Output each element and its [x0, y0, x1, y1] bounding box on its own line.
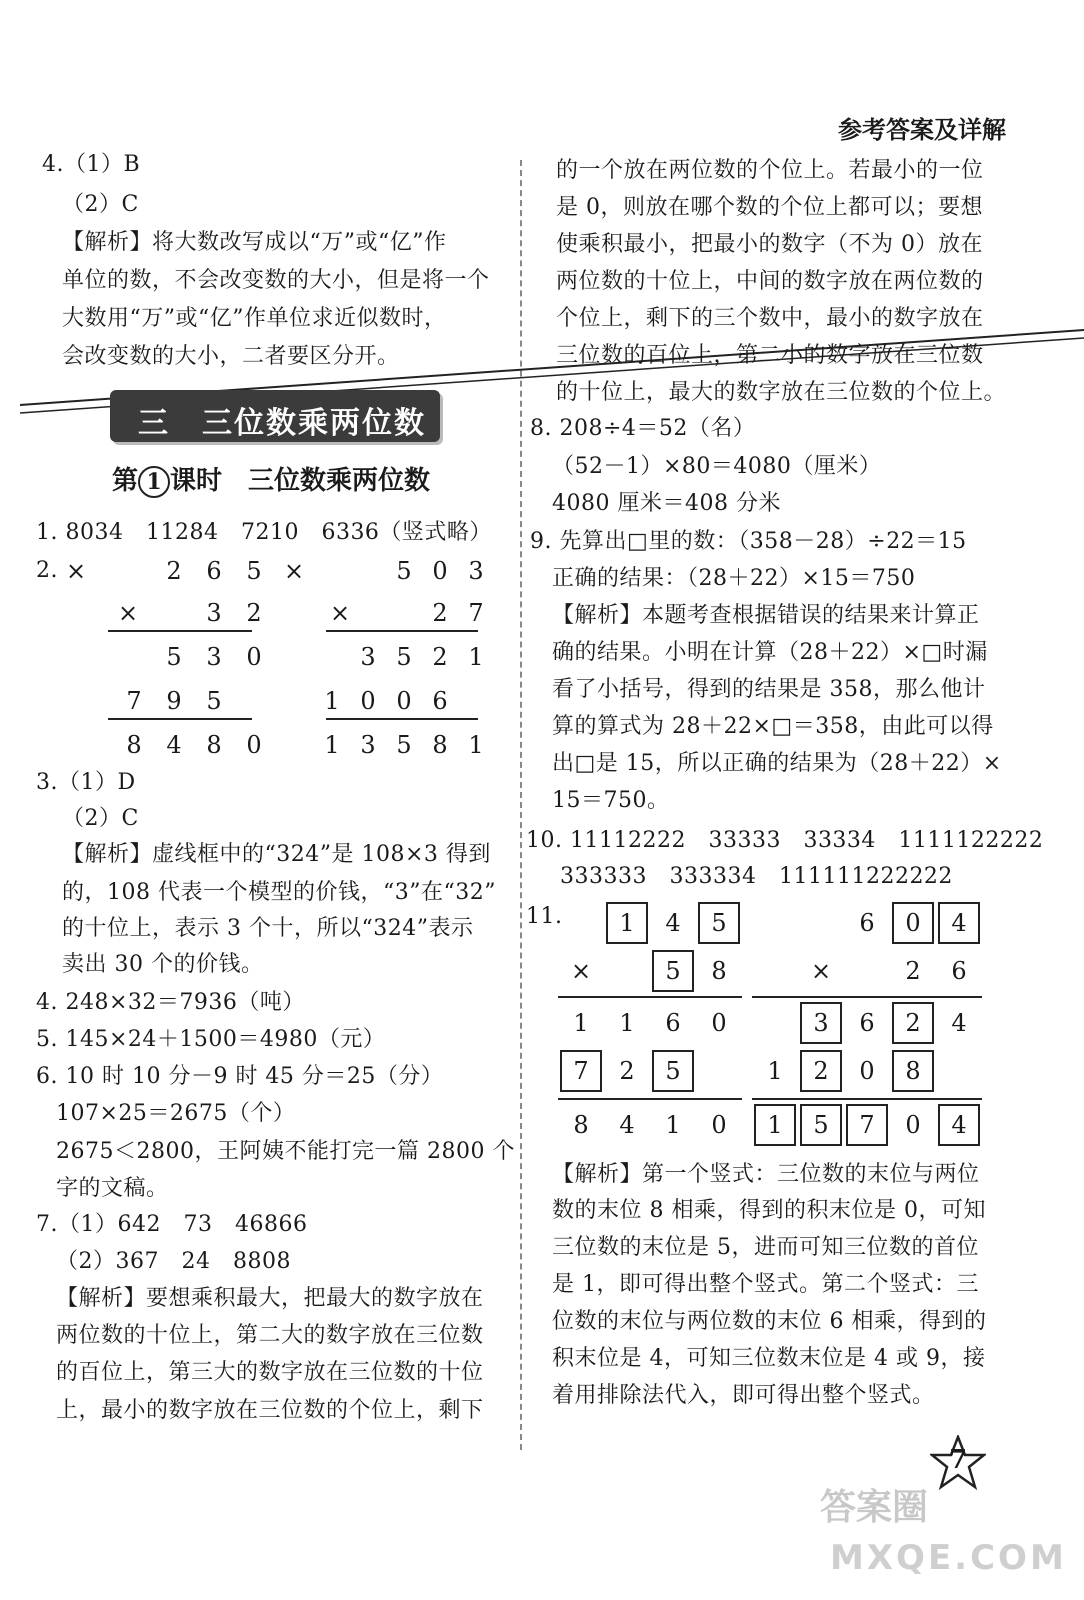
q2-wrong-mark-1: ×	[66, 557, 87, 585]
calc-digit: 6	[859, 909, 875, 937]
q7-cont-line: 的十位上，最大的数字放在三位数的个位上。	[556, 380, 1007, 405]
calc-rule	[752, 1098, 982, 1100]
q8-line: （52－1）×80＝4080（厘米）	[552, 454, 882, 479]
calc-digit: 1	[468, 731, 484, 759]
answer-box: 2	[800, 1050, 842, 1092]
calc-digit: 1	[573, 1009, 589, 1037]
calc-digit: 5	[396, 557, 412, 585]
calc-digit: 8	[711, 957, 727, 985]
answer-box: 5	[652, 1050, 694, 1092]
calc-digit: 8	[432, 731, 448, 759]
calc-digit: 8	[573, 1111, 589, 1139]
calc-digit: 6	[859, 1009, 875, 1037]
q9-line: 9. 先算出□里的数：（358－28）÷22＝15	[530, 529, 967, 554]
q7-cont-line: 是 0，则放在哪个数的个位上都可以；要想	[556, 195, 983, 220]
calc-digit: 6	[665, 1009, 681, 1037]
q8-line: 4080 厘米＝408 分米	[552, 491, 781, 516]
calc-digit: 3	[206, 643, 222, 671]
q3-analysis-line: 【解析】虚线框中的“324”是 108×3 得到	[62, 842, 491, 867]
calc-rule	[558, 996, 742, 998]
q7-analysis-line: 两位数的十位上，第二大的数字放在三位数	[56, 1323, 484, 1348]
calc-digit: 3	[360, 643, 376, 671]
calc-rule	[326, 718, 478, 720]
calc-digit: 0	[246, 643, 262, 671]
calc-digit: 5	[206, 687, 222, 715]
q3-analysis-line: 的，108 代表一个模型的价钱，“3”在“32”	[62, 880, 496, 905]
answer-box: 1	[606, 902, 648, 944]
calc-digit: 0	[711, 1009, 727, 1037]
calc-times-sign: ×	[329, 599, 351, 627]
calc-times-sign: ×	[117, 599, 139, 627]
q11-analysis-line: 三位数的末位是 5，进而可知三位数的首位	[552, 1235, 979, 1260]
calc-digit: 5	[396, 731, 412, 759]
q11-analysis-line: 着用排除法代入，即可得出整个竖式。	[552, 1383, 935, 1408]
q7-analysis-line: 【解析】要想乘积最大，把最大的数字放在	[56, 1286, 484, 1311]
calc-digit: 5	[166, 643, 182, 671]
q6-line: 2675＜2800，王阿姨不能打完一篇 2800 个	[56, 1139, 515, 1164]
calc-digit: 0	[905, 1111, 921, 1139]
q7-analysis-line: 的百位上，第三大的数字放在三位数的十位	[56, 1360, 484, 1385]
calc-digit: 0	[396, 687, 412, 715]
page-number: 7	[948, 1445, 968, 1475]
calc-digit: 5	[246, 557, 262, 585]
calc-digit: 8	[126, 731, 142, 759]
q7-cont-line: 个位上，剩下的三个数中，最小的数字放在	[556, 306, 984, 331]
q6-line: 字的文稿。	[56, 1176, 169, 1201]
calc-digit: 2	[246, 599, 262, 627]
calc-digit: 0	[859, 1057, 875, 1085]
q4-analysis-line: 大数用“万”或“亿”作单位求近似数时，	[62, 306, 447, 331]
q6-line: 107×25＝2675（个）	[56, 1101, 296, 1126]
q6-line: 6. 10 时 10 分－9 时 45 分＝25（分）	[36, 1064, 444, 1089]
q3-analysis-line: 卖出 30 个的价钱。	[62, 952, 264, 977]
q9-analysis-line: 出□是 15，所以正确的结果为（28＋22）×	[552, 751, 1002, 776]
calc-digit: 1	[324, 731, 340, 759]
lesson-title	[112, 460, 430, 498]
calc-digit: 4	[951, 1009, 967, 1037]
calc-digit: 3	[468, 557, 484, 585]
calc-digit: 8	[206, 731, 222, 759]
q4-part1: 4.（1）B	[42, 152, 141, 177]
calc-digit: 6	[432, 687, 448, 715]
q4-analysis-line: 【解析】将大数改写成以“万”或“亿”作	[62, 230, 447, 255]
q2-wrong-mark-2: ×	[284, 557, 305, 585]
q11-analysis-line: 积末位是 4，可知三位数末位是 4 或 9，接	[552, 1346, 986, 1371]
q9-analysis-line: 【解析】本题考查根据错误的结果来计算正	[552, 603, 980, 628]
calc-digit: 7	[126, 687, 142, 715]
calc-times-sign: ×	[570, 957, 592, 985]
calc-digit: 0	[711, 1111, 727, 1139]
answer-box: 0	[892, 902, 934, 944]
section-banner-title: 三 三位数乘两位数	[138, 406, 426, 441]
q1-answer: 1. 8034 11284 7210 6336（竖式略）	[36, 520, 492, 545]
calc-digit: 1	[619, 1009, 635, 1037]
q7-cont-line: 使乘积最小，把最小的数字（不为 0）放在	[556, 232, 983, 257]
q4-analysis-line: 会改变数的大小，二者要区分开。	[62, 344, 400, 369]
calc-rule	[108, 630, 252, 632]
calc-digit: 7	[468, 599, 484, 627]
calc-rule	[752, 996, 982, 998]
q3-part2: （2）C	[62, 806, 139, 831]
calc-digit: 9	[166, 687, 182, 715]
answer-box: 5	[800, 1104, 842, 1146]
q4-analysis-line: 单位的数，不会改变数的大小，但是将一个	[62, 268, 490, 293]
watermark-logo-text: 答案圈	[820, 1487, 929, 1528]
calc-digit: 3	[360, 731, 376, 759]
q9-analysis-line: 算的算式为 28＋22×□＝358，由此可以得	[552, 714, 994, 739]
calc-rule	[558, 1098, 742, 1100]
answer-box: 4	[938, 1104, 980, 1146]
calc-digit: 5	[396, 643, 412, 671]
calc-times-sign: ×	[810, 957, 832, 985]
lesson-title-prefix: 第	[112, 466, 139, 496]
calc-digit: 4	[166, 731, 182, 759]
q10-line: 333333 333334 111111222222	[560, 864, 953, 889]
calc-digit: 2	[432, 643, 448, 671]
calc-digit: 6	[206, 557, 222, 585]
q11-label: 11.	[526, 904, 563, 929]
q11-analysis-line: 【解析】第一个竖式：三位数的末位与两位	[552, 1162, 980, 1187]
calc-digit: 4	[619, 1111, 635, 1139]
calc-rule	[108, 718, 252, 720]
calc-digit: 2	[432, 599, 448, 627]
q3-analysis-line: 的十位上，表示 3 个十，所以“324”表示	[62, 916, 474, 941]
calc-digit: 3	[206, 599, 222, 627]
page-number-badge	[930, 1435, 986, 1491]
calc-digit: 2	[619, 1057, 635, 1085]
q7-cont-line: 两位数的十位上，中间的数字放在两位数的	[556, 269, 984, 294]
q4-part2: （2）C	[62, 192, 139, 217]
answer-box: 7	[560, 1050, 602, 1092]
answer-box: 5	[698, 902, 740, 944]
answer-box: 7	[846, 1104, 888, 1146]
q4b-answer: 4. 248×32＝7936（吨）	[36, 990, 305, 1015]
watermark-url: MXQE.COM	[830, 1538, 1067, 1578]
q7-analysis-line: 上，最小的数字放在三位数的个位上，剩下	[56, 1398, 484, 1423]
calc-digit: 1	[767, 1057, 783, 1085]
q7-part1: 7.（1）642 73 46866	[36, 1212, 308, 1237]
q9-analysis-line: 15＝750。	[552, 788, 670, 813]
answer-box: 4	[938, 902, 980, 944]
q7-part2: （2）367 24 8808	[56, 1249, 291, 1274]
q9-analysis-line: 确的结果。小明在计算（28＋22）×□时漏	[552, 640, 988, 665]
calc-digit: 1	[324, 687, 340, 715]
answer-box: 1	[754, 1104, 796, 1146]
q11-analysis-line: 位数的末位与两位数的末位 6 相乘，得到的	[552, 1309, 987, 1334]
calc-digit: 1	[665, 1111, 681, 1139]
calc-digit: 2	[166, 557, 182, 585]
calc-digit: 1	[468, 643, 484, 671]
q5-answer: 5. 145×24＋1500＝4980（元）	[36, 1027, 386, 1052]
calc-digit: 4	[665, 909, 681, 937]
answer-box: 5	[652, 950, 694, 992]
q3-part1: 3.（1）D	[36, 770, 136, 795]
calc-digit: 2	[905, 957, 921, 985]
q9-analysis-line: 看了小括号，得到的结果是 358，那么他计	[552, 677, 986, 702]
calc-digit: 0	[246, 731, 262, 759]
q10-line: 10. 11112222 33333 33334 1111122222	[526, 828, 1044, 853]
q9-line: 正确的结果：（28＋22）×15＝750	[552, 566, 916, 591]
q8-line: 8. 208÷4＝52（名）	[530, 416, 756, 441]
q2-label: 2.	[36, 558, 58, 583]
lesson-number-circle: 1	[138, 466, 170, 498]
q7-cont-line: 的一个放在两位数的个位上。若最小的一位	[556, 158, 984, 183]
answer-box: 3	[800, 1002, 842, 1044]
calc-digit: 0	[360, 687, 376, 715]
calc-digit: 0	[432, 557, 448, 585]
page-header-title: 参考答案及详解	[838, 116, 1006, 144]
calc-digit: 6	[951, 957, 967, 985]
q11-analysis-line: 数的末位 8 相乘，得到的积末位是 0，可知	[552, 1198, 986, 1223]
lesson-title-suffix: 课时 三位数乘两位数	[170, 466, 431, 496]
calc-rule	[326, 630, 478, 632]
q11-analysis-line: 是 1，即可得出整个竖式。第二个竖式：三	[552, 1272, 979, 1297]
q7-cont-line: 三位数的百位上，第二小的数字放在三位数	[556, 343, 984, 368]
answer-box: 8	[892, 1050, 934, 1092]
answer-box: 2	[892, 1002, 934, 1044]
